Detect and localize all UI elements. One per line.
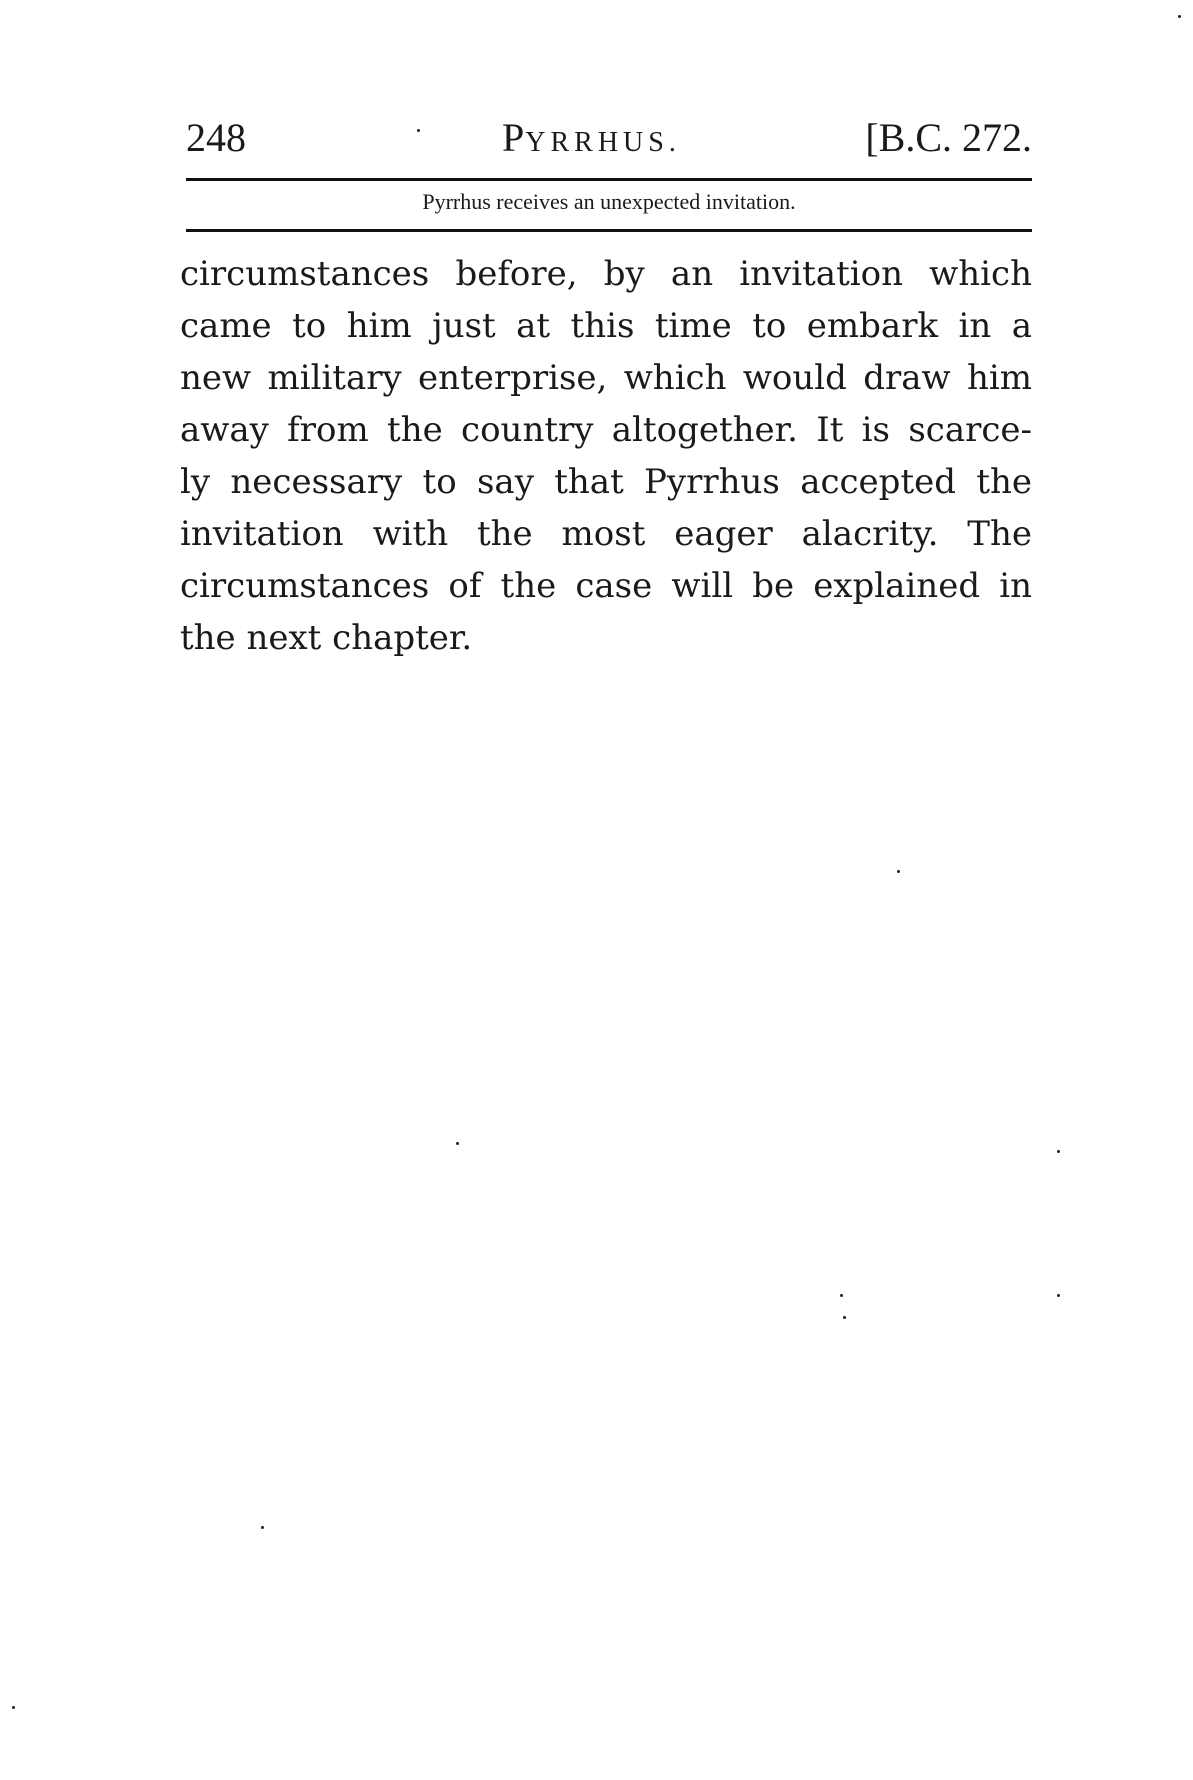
text-line: the next chapter. (180, 618, 473, 658)
running-title-rest: YRRHUS. (525, 127, 681, 158)
scan-speck (897, 870, 900, 873)
scan-speck (1057, 1294, 1060, 1297)
page-number: 248 (186, 115, 246, 160)
body-paragraph (180, 248, 1032, 664)
text-line: ly necessary to say that Pyrrhus accepted the (180, 462, 1032, 502)
running-header (186, 114, 1032, 174)
scan-speck (1178, 15, 1181, 18)
scan-speck (417, 129, 420, 132)
scan-speck (1057, 1150, 1060, 1153)
date-reference: [B.C. 272. (865, 115, 1032, 160)
topic-heading: Pyrrhus receives an unexpected invitation. (422, 189, 796, 214)
text-line: came to him just at this time to embark in a (180, 306, 1032, 346)
scan-speck (840, 1294, 843, 1297)
scan-speck (12, 1706, 15, 1709)
text-line: new military enterprise, which would draw him (180, 358, 1032, 398)
text-line: circumstances before, by an invitation which (180, 254, 1032, 294)
running-title (502, 114, 681, 161)
scan-speck (456, 1142, 459, 1145)
header-rule-top (186, 178, 1032, 181)
scan-speck (261, 1526, 264, 1529)
text-line: invitation with the most eager alacrity. The (180, 514, 1032, 554)
running-title-initial: P (502, 115, 526, 160)
text-line: away from the country altogether. It is scarce- (180, 410, 1032, 450)
text-line: circumstances of the case will be explained in (180, 566, 1032, 606)
header-rule-bottom (186, 229, 1032, 232)
scan-speck (843, 1316, 846, 1319)
